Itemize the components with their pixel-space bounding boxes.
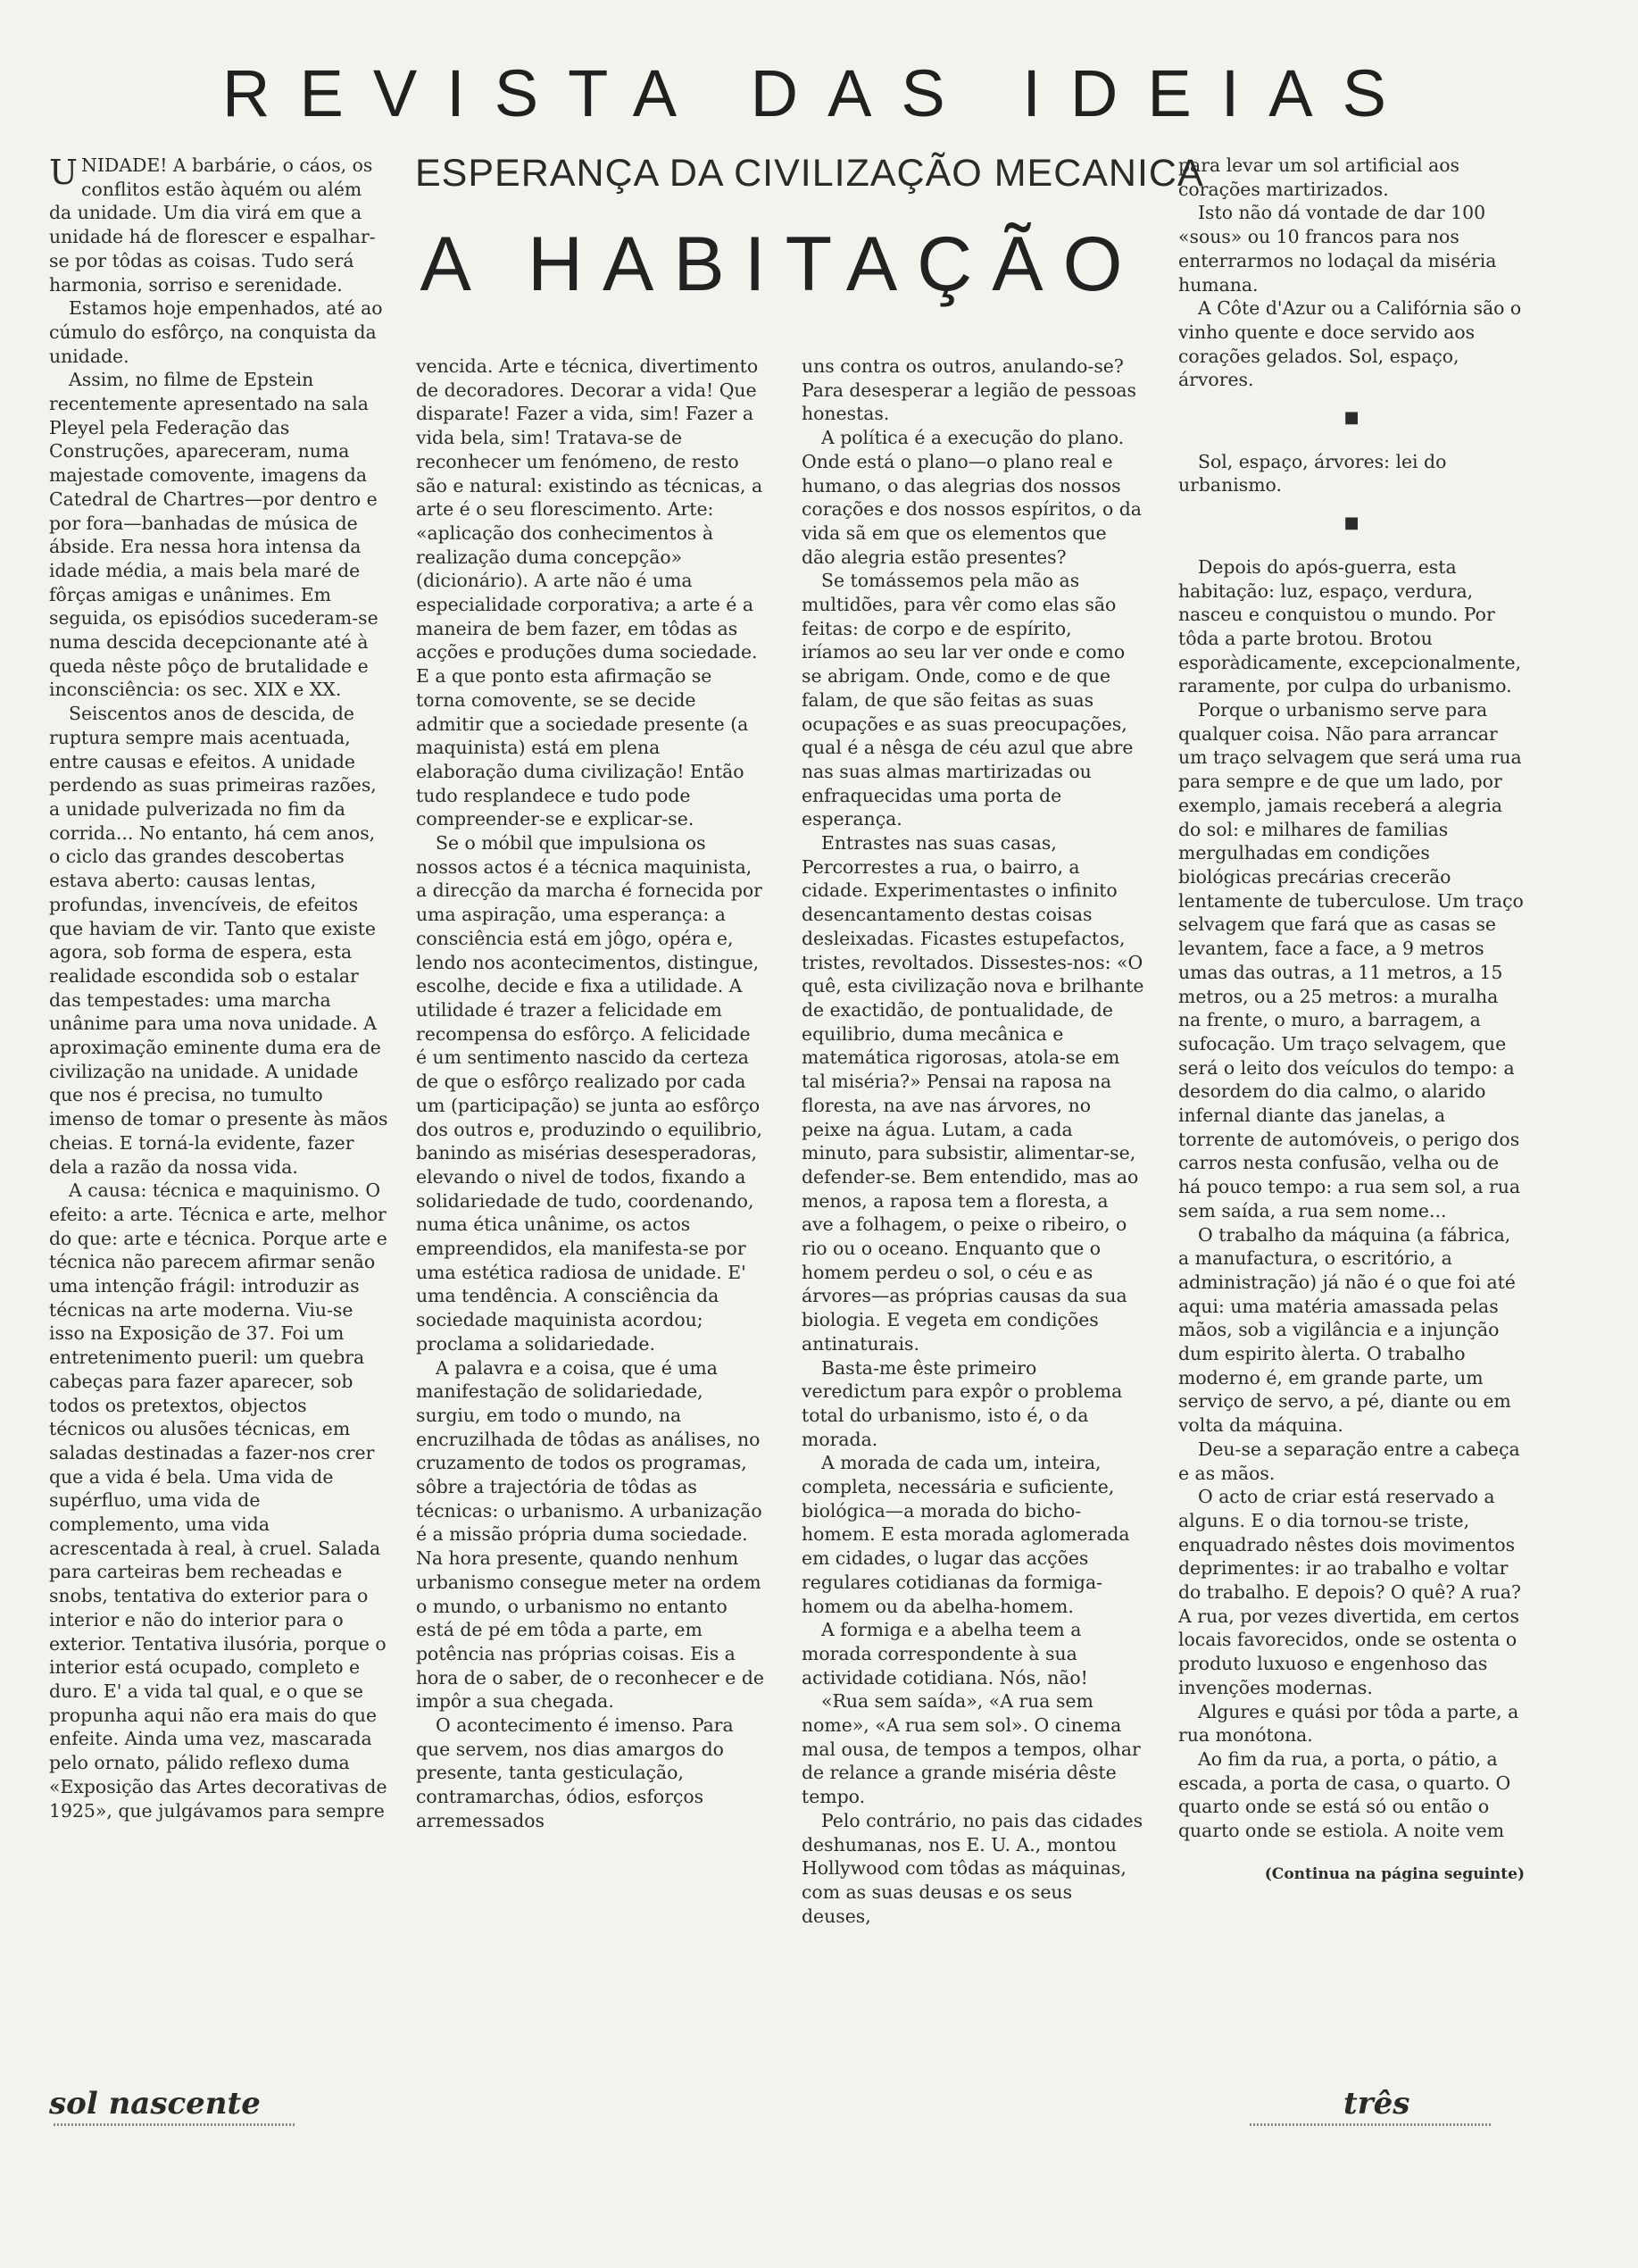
section-break-marker: ■ (1343, 513, 1359, 533)
paragraph: Basta-me êste primeiro veredictum para expôr o problema total do urbanismo, isto é, o da morada. (802, 1356, 1123, 1450)
footer-publication-name: sol nascente (49, 2086, 261, 2122)
paragraph: A formiga e a abelha teem a morada correspondente à sua actividade cotidiana. Nós, não! (802, 1619, 1088, 1688)
paragraph (49, 154, 388, 296)
paragraph: Se tomássemos pela mão as multidões, para vêr como elas são feitas: de corpo e de espírito, iríamos ao seu lar ver onde e como se abrigam. Onde, como e de que falam, de que são feitas as suas ocupações e as suas preocupações, qual é a nêsga de céu azul que abre nas suas almas martirizadas ou enfraquecidas uma porta de esperança. (802, 570, 1134, 830)
paragraph: Isto não dá vontade de dar 100 «sous» ou 10 francos para nos enterrarmos no lodaçal da miséria humana. (1178, 202, 1497, 296)
footer-rule (1250, 2123, 1491, 2126)
footer-rule (54, 2123, 295, 2126)
section-break-marker: ■ (1343, 408, 1359, 428)
paragraph: Porque o urbanismo serve para qualquer coisa. Não para arrancar um traço selvagem que será uma rua para sempre e de que um lado, por exemplo, jamais receberá a alegria do sol: e milhares de familias mergulhadas em condições biológicas precárias crecerão lentamente de tuberculose. Um traço selvagem que fará que as casas se levantem, face a face, a 9 metros umas das outras, a 11 metros, a 15 metros, ou a 25 metros: a muralha na frente, o muro, a barragem, a sufocação. Um traço selvagem, que será o leito dos veículos do tempo: a desordem do dia calmo, o alarido infernal diante das janelas, a torrente de automóveis, o perigo dos carros nesta confusão, velha ou de há pouco tempo: a rua sem sol, a rua sem saída, a rua sem nome... (1178, 699, 1524, 1222)
paragraph: Deu-se a separação entre a cabeça e as mãos. (1178, 1438, 1520, 1484)
paragraph: Assim, no filme de Epstein recentemente apresentado na sala Pleyel pela Federação das Construções, apareceram, numa majestade comovente, imagens da Catedral de Chartres—por dentro e por fora—banhadas de música de ábside. Era nessa hora intensa da idade média, a mais bela maré de fôrças amigas e unânimes. Em seguida, os episódios sucederam-se numa descida decepcionante até à queda nêste pôço de brutalidade e inconsciência: os sec. XIX e XX. (49, 369, 378, 701)
paragraph: uns contra os outros, anulando-se? Para desesperar a legião de pessoas honestas. (802, 355, 1136, 425)
paragraph: «Rua sem saída», «A rua sem nome», «A rua sem sol». O cinema mal ousa, de tempos a tempos, olhar de relance a grande miséria dêste tempo. (802, 1690, 1141, 1808)
text-column-1 (49, 154, 388, 1822)
paragraph: A Côte d'Azur ou a Califórnia são o vinho quente e doce servido aos corações gelados. Sol, espaço, árvores. (1178, 297, 1522, 391)
paragraph: O trabalho da máquina (a fábrica, a manufactura, o escritório, a administração) já não é o que foi até aqui: uma matéria amassada pelas mãos, sob a vigilância e a injunção dum espirito àlerta. O trabalho moderno é, em grande parte, um serviço de servo, a pé, diante ou em volta da máquina. (1178, 1223, 1516, 1437)
drop-cap: U (49, 153, 79, 192)
paragraph: O acontecimento é imenso. Para que servem, nos dias amargos do presente, tanta gesticulação, contramarchas, ódios, esforços arremessados (416, 1714, 734, 1831)
paragraph: Seiscentos anos de descida, de ruptura sempre mais acentuada, entre causas e efeitos. A unidade perdendo as suas primeiras razões, a unidade pulverizada no fim da corrida... No entanto, há cem anos, o ciclo das grandes descobertas estava aberto: causas lentas, profundas, invencíveis, de efeitos que haviam de vir. Tanto que existe agora, sob forma de espera, esta realidade escondida sob o estalar das tempestades: uma marcha unânime para uma nova unidade. A aproximação eminente duma era de civilização na unidade. A unidade que nos é precisa, no tumulto imenso de tomar o presente às mãos cheias. E torná-la evidente, fazer dela a razão da nossa vida. (49, 703, 388, 1178)
paragraph: Ao fim da rua, a porta, o pátio, a escada, a porta de casa, o quarto. O quarto onde se está só ou então o quarto onde se estiola. A noite vem (1178, 1748, 1511, 1842)
text-column-4 (1178, 154, 1525, 1887)
article-title-block (415, 152, 1204, 309)
paragraph: A política é a execução do plano. Onde está o plano—o plano real e humano, o das alegrias dos nossos corações e dos nossos espíritos, o da vida sã em que os elementos que dão alegria estão presentes? (802, 427, 1142, 568)
text-column-3 (802, 354, 1145, 1928)
paragraph: Se o móbil que impulsiona os nossos actos é a técnica maquinista, a direcção da marcha é fornecida por uma aspiração, uma esperança: a consciência está em jôgo, opéra e, lendo nos acontecimentos, distingue, escolhe, decide e fixa a utilidade. A utilidade é trazer a felicidade em recompensa do esfôrço. A felicidade é um sentimento nascido da certeza de que o esfôrço realizado por cada um (participação) se junta ao esfôrço dos outros e, produzindo o equilibrio, banindo as misérias desesperadoras, elevando o nivel de todos, fixando a solidariedade de tudo, coordenando, numa ética unânime, os actos empreendidos, ela manifesta-se por uma estética radiosa de unidade. E' uma tendência. A consciência da sociedade maquinista acordou; proclama a solidariedade. (416, 832, 762, 1355)
paragraph: Entrastes nas suas casas, Percorrestes a rua, o bairro, a cidade. Experimentastes o infinito desencantamento destas coisas desleixadas. Ficastes estupefactos, tristes, revoltados. Dissestes-nos: «O quê, esta civilização nova e brilhante de exactidão, de pontualidade, de equilibrio, duma mecânica e matemática rigorosas, atola-se em tal miséria?» Pensai na raposa na floresta, na ave nas árvores, no peixe na água. Lutam, a cada minuto, para subsistir, alimentar-se, defender-se. Bem entendido, mas ao menos, a raposa tem a floresta, a ave a folhagem, o peixe o ribeiro, o rio ou o oceano. Enquanto que o homem perdeu o sol, o céu e as árvores—as próprias causas da sua biologia. E vegeta em condições antinaturais. (802, 832, 1144, 1355)
paragraph: Depois do após-guerra, esta habitação: luz, espaço, verdura, nasceu e conquistou o mundo. Por tôda a parte brotou. Brotou esporàdicamente, excepcionalmente, raramente, por culpa do urbanismo. (1178, 555, 1522, 697)
paragraph: O acto de criar está reservado a alguns. E o dia tornou-se triste, enquadrado nêstes dois movimentos deprimentes: ir ao trabalho e voltar do trabalho. E depois? O quê? A rua? A rua, por vezes divertida, em certos locais favorecidos, onde se ostenta o produto luxuoso e engenhoso das invenções modernas. (1178, 1486, 1521, 1698)
paragraph: A morada de cada um, inteira, completa, necessária e suficiente, biológica—a morada do bicho-homem. E esta morada aglomerada em cidades, o lugar das acções regulares cotidianas da formiga-homem ou da abelha-homem. (802, 1452, 1130, 1617)
article-title: A HABITAÇÃO (420, 221, 1143, 307)
continuation-note: (Continua na página seguinte) (1264, 1864, 1525, 1883)
paragraph-text: NIDADE! A barbárie, o cáos, os conflitos estão àquém ou além da unidade. Um dia virá em que a unidade há de florescer e espalhar-se por tôdas as coisas. Tudo será harmonia, sorriso e serenidade. (49, 154, 376, 296)
paragraph: A causa: técnica e maquinismo. O efeito: a arte. Técnica e arte, melhor do que: arte e técnica. Porque arte e técnica não parecem afirmar senão uma intenção frágil: introduzir as técnicas na arte moderna. Viu-se isso na Exposição de 37. Foi um entretenimento pueril: um quebra cabeças para fazer aparecer, sob todos os pretextos, objectos técnicos ou alusões técnicas, em saladas destinadas a fazer-nos crer que a vida é bela. Uma vida de supérfluo, uma vida de complemento, uma vida acrescentada à real, à cruel. Salada para carteiras bem recheadas e snobs, tentativa do exterior para o interior e não do interior para o exterior. Tentativa ilusória, porque o interior está ocupado, completo e duro. E' a vida tal qual, e o que se propunha aqui não era mais do que enfeite. Ainda uma vez, mascarada pelo ornato, pálido reflexo duma «Exposição das Artes decorativas de 1925», que julgávamos para sempre (49, 1180, 387, 1822)
paragraph: A palavra e a coisa, que é uma manifestação de solidariedade, surgiu, em todo o mundo, na encruzilhada de tôdas as análises, no cruzamento de todos os programas, sôbre a trajectória de tôdas as técnicas: o urbanismo. A urbanização é a missão própria duma sociedade. Na hora presente, quando nenhum urbanismo consegue meter na ordem o mundo, o urbanismo no entanto está de pé em tôda a parte, em potência nas próprias coisas. Eis a hora de o saber, de o reconhecer e de impôr a sua chegada. (416, 1356, 764, 1713)
footer-page-number: três (1343, 2086, 1410, 2122)
paragraph: Estamos hoje empenhados, até ao cúmulo do esfôrço, na conquista da unidade. (49, 297, 383, 367)
paragraph: Pelo contrário, no pais das cidades deshumanas, nos E. U. A., montou Hollywood com tôdas as máquinas, com as suas deusas e os seus deuses, (802, 1809, 1143, 1927)
paragraph: vencida. Arte e técnica, divertimento de decoradores. Decorar a vida! Que disparate! Fazer a vida, sim! Fazer a vida bela, sim! Tratava-se de reconhecer um fenómeno, de resto são e natural: existindo as técnicas, a arte é o seu florescimento. Arte: «aplicação dos conhecimentos à realização duma concepção» (dicionário). A arte não é uma especialidade corporativa; a arte é a maneira de bem fazer, em tôdas as acções e produções duma sociedade. E a que ponto esta afirmação se torna comovente, se se decide admitir que a sociedade presente (a maquinista) está em plena elaboração duma civilização! Então tudo resplandece e tudo pode compreender-se e explicar-se. (416, 355, 763, 830)
paragraph: Sol, espaço, árvores: lei do urbanismo. (1178, 450, 1447, 496)
section-header: REVISTA DAS IDEIAS (222, 56, 1416, 130)
article-subtitle: ESPERANÇA DA CIVILIZAÇÃO MECANICA (415, 152, 1204, 195)
text-column-2 (416, 354, 764, 1833)
paragraph: para levar um sol artificial aos corações martirizados. (1178, 154, 1459, 200)
paragraph: Algures e quási por tôda a parte, a rua monótona. (1178, 1700, 1519, 1747)
